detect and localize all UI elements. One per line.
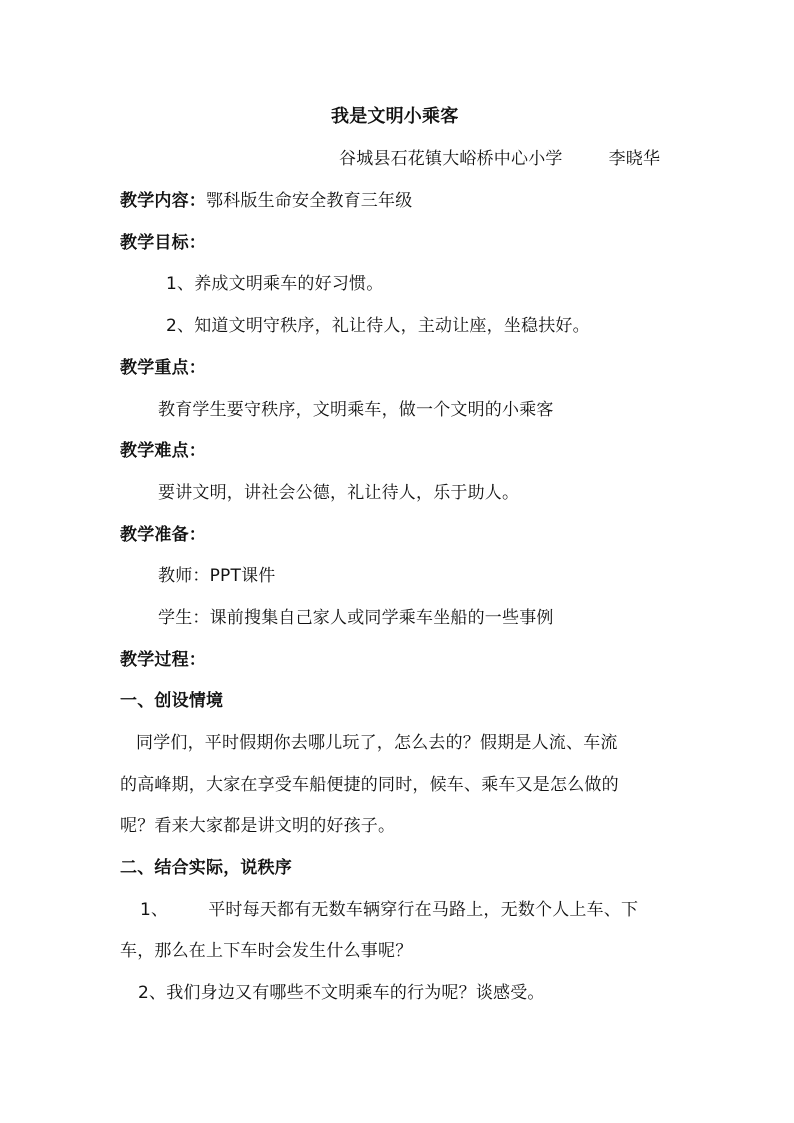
prep-student: 学生：课前搜集自己家人或同学乘车坐船的一些事例	[158, 608, 554, 628]
difficulty-label: 教学难点：	[120, 441, 206, 461]
document-title: 我是文明小乘客	[331, 106, 459, 127]
author-name: 李晓华	[608, 149, 661, 169]
process-label: 教学过程：	[120, 650, 206, 670]
key-text: 教育学生要守秩序，文明乘车，做一个文明的小乘客	[158, 400, 554, 420]
section1-heading: 一、创设情境	[120, 691, 224, 711]
item1-text: 平时每天都有无数车辆穿行在马路上，无数个人上车、下	[208, 900, 639, 920]
prep-teacher: 教师：PPT课件	[158, 566, 276, 586]
key-label: 教学重点：	[120, 358, 206, 378]
goals-label: 教学目标：	[120, 233, 206, 253]
section2-heading: 二、结合实际，说秩序	[120, 858, 292, 878]
content-row	[120, 190, 412, 212]
prep-label: 教学准备：	[120, 525, 206, 545]
content-label: 教学内容：	[120, 191, 206, 211]
section1-line-2: 的高峰期，大家在享受车船便捷的同时，候车、乘车又是怎么做的	[120, 775, 619, 795]
content-value: 鄂科版生命安全教育三年级	[206, 191, 413, 211]
section2-item-1-line-1	[140, 899, 638, 921]
section1-line-3: 呢？看来大家都是讲文明的好孩子。	[120, 816, 396, 836]
section2-item-1-line-2: 车，那么在上下车时会发生什么事呢？	[120, 941, 413, 961]
byline	[339, 148, 660, 170]
goal-item-2: 2、知道文明守秩序，礼让待人，主动让座，坐稳扶好。	[166, 316, 590, 336]
school-name: 谷城县石花镇大峪桥中心小学	[339, 149, 563, 169]
section2-item-2: 2、我们身边又有哪些不文明乘车的行为呢？谈感受。	[138, 983, 545, 1003]
goal-item-1: 1、养成文明乘车的好习惯。	[166, 274, 384, 294]
difficulty-text: 要讲文明，讲社会公德，礼让待人，乐于助人。	[158, 483, 520, 503]
item1-number: 1、	[140, 900, 169, 920]
section1-line-1: 同学们，平时假期你去哪儿玩了，怎么去的？假期是人流、车流	[136, 733, 618, 753]
